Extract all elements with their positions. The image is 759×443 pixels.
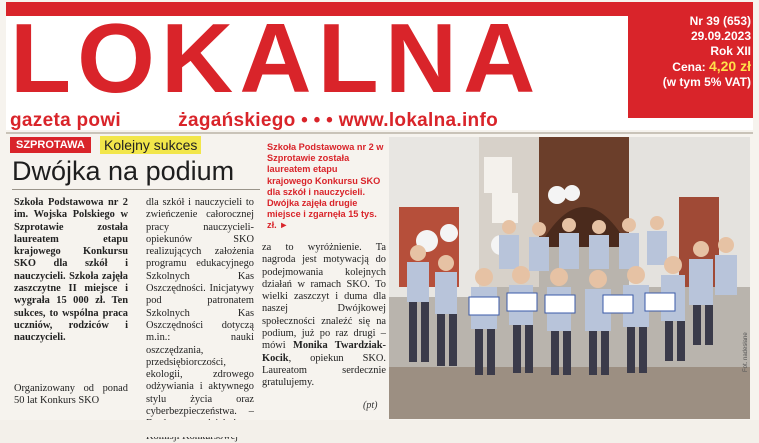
article-lead: Szkoła Podstawowa nr 2 im. Wojska Polskiego w Szprotawie została laureatem etapu krajowego Konkursu SKO dla szkół i nauczycieli. Szkoła zajęła zaszczytne II miejsce i wygrała 15 000 zł. Ten sukces, to wspólna praca uczniów, rodziców i nauczycieli. bbox=[14, 197, 128, 344]
article-photo bbox=[389, 137, 750, 419]
divider-rule bbox=[6, 132, 753, 134]
photo-credit: Fot. nadesłane bbox=[743, 332, 749, 372]
price-label-text: Cena: bbox=[672, 60, 706, 74]
issue-info-text bbox=[633, 14, 751, 90]
issue-volume-label: Rok XII bbox=[710, 44, 751, 58]
headline-underline bbox=[12, 189, 260, 190]
issue-vat-label: (w tym 5% VAT) bbox=[662, 75, 751, 89]
newspaper-logo: LOKALNA bbox=[10, 3, 542, 113]
bottom-strip bbox=[0, 420, 759, 437]
article-col2: dla szkół i nauczycieli to zwieńczenie całorocznej pracy nauczycieli-opiekunów SKO realizujących założenia programu edukacyjnego Szkolnych Kas Oszczędności. Inicjatywy pod patronatem Szkolnych Kas Oszczędności dotyczą m.in.: nauki oszczędzania, przedsiębiorczości, ekologii, zdrowego odżywiania i aktywnego stylu życia oraz cyberbezpieczeństwa. – bbox=[146, 197, 254, 418]
col3-text: za to wyróżnienie. Ta nagroda jest motywacją do podejmowania kolejnych działań w ramach SKO. To wielki zaszczyt i duma dla naszej Dwójkowej społeczności znaleźć się na podium, już po raz drugi – mówi bbox=[262, 242, 386, 352]
article-deck: Szkoła Podstawowa nr 2 w Szprotawie została laureatem etapu krajowego Konkursu SKO dla szkół i nauczycieli. Dwójka zajęła drugie miejsce i zgarnęła 15 tys. zł. ► bbox=[267, 142, 384, 231]
issue-date-label: 29.09.2023 bbox=[690, 29, 751, 43]
tagline-left: gazeta powi bbox=[10, 110, 121, 131]
issue-number-label: Nr 39 (653) bbox=[689, 14, 751, 28]
issue-price-label bbox=[633, 59, 751, 75]
article-col1-tail: Organizowany od ponad 50 lat Konkurs SKO bbox=[14, 383, 128, 407]
quoted-person: Monika Twardziak-Kocik bbox=[262, 340, 386, 364]
article-col3 bbox=[262, 242, 386, 390]
col3-end: , opiekun SKO. Laureatom serdecznie gratulujemy. bbox=[262, 352, 386, 389]
price-value-text: 4,20 zł bbox=[708, 58, 751, 74]
tagline-dots: • • • bbox=[301, 110, 334, 131]
kicker: Kolejny sukces bbox=[100, 136, 201, 154]
group-photo-illustration bbox=[389, 137, 750, 419]
article-headline: Dwójka na podium bbox=[12, 156, 235, 186]
author-signature: (pt) bbox=[363, 400, 378, 411]
section-tag: SZPROTAWA bbox=[10, 137, 91, 153]
tagline-mid: żagańskiego bbox=[178, 110, 296, 131]
masthead-tagline bbox=[10, 110, 498, 132]
website-url[interactable]: www.lokalna.info bbox=[338, 110, 498, 131]
